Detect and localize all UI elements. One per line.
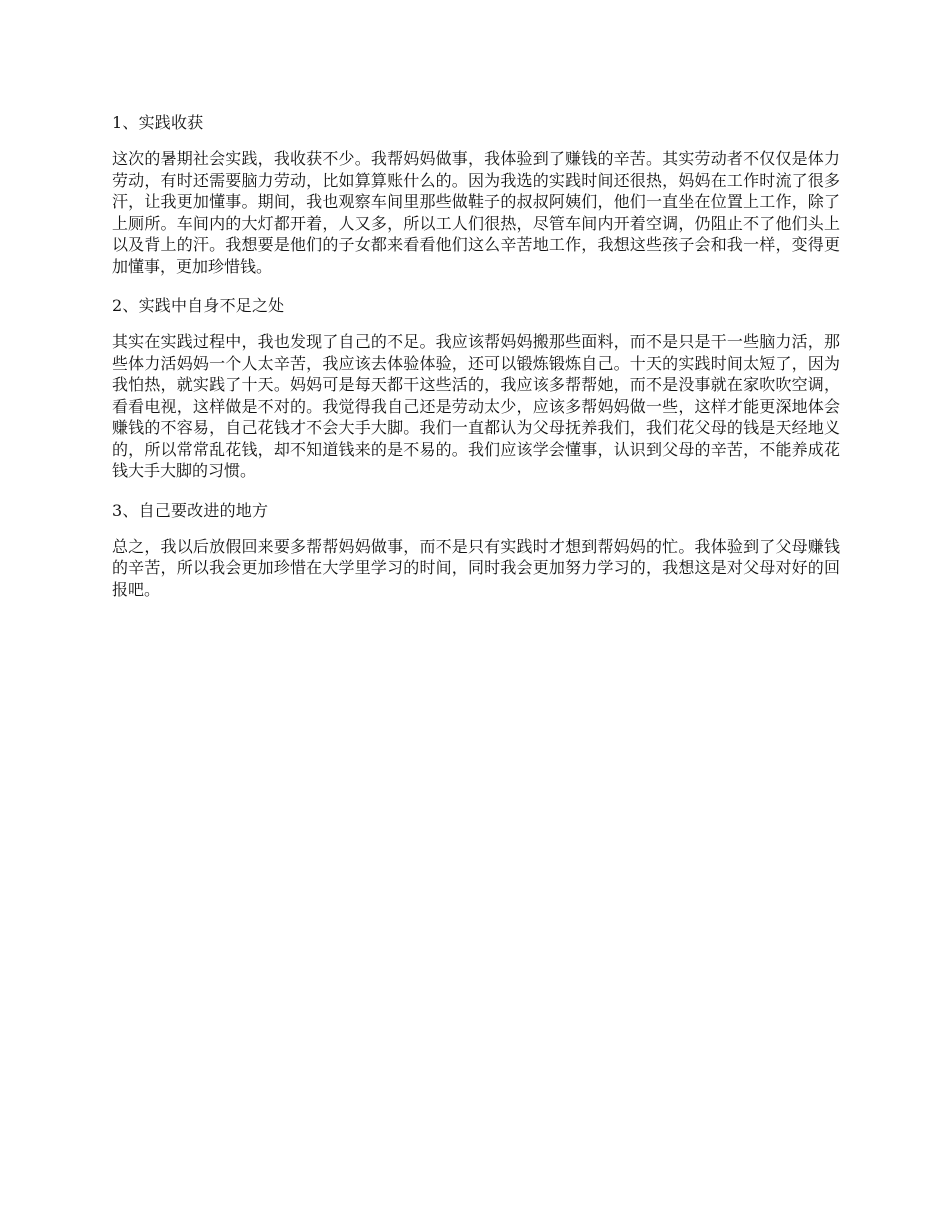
section-paragraph-1: 这次的暑期社会实践，我收获不少。我帮妈妈做事，我体验到了赚钱的辛苦。其实劳动者不仅仅是体力劳动，有时还需要脑力劳动，比如算算账什么的。因为我选的实践时间还很热，妈妈在工作时流了很多汗，让我更加懂事。期间，我也观察车间里那些做鞋子的叔叔阿姨们，他们一直坐在位置上工作，除了上厕所。车间内的大灯都开着，人又多，所以工人们很热，尽管车间内开着空调，仍阻止不了他们头上以及背上的汗。我想要是他们的子女都来看看他们这么辛苦地工作，我想这些孩子会和我一样，变得更加懂事，更加珍惜钱。 bbox=[112, 149, 840, 276]
section-heading-3: 3、自己要改进的地方 bbox=[112, 500, 269, 520]
section-3 bbox=[112, 500, 840, 601]
section-heading-2: 2、实践中自身不足之处 bbox=[112, 296, 285, 315]
section-1 bbox=[112, 112, 840, 277]
section-2 bbox=[112, 295, 840, 482]
section-heading-1: 1、实践收获 bbox=[112, 113, 204, 132]
section-paragraph-3: 总之，我以后放假回来要多帮帮妈妈做事，而不是只有实践时才想到帮妈妈的忙。我体验到了父母赚钱的辛苦，所以我会更加珍惜在大学里学习的时间，同时我会更加努力学习的，我想这是对父母对好的回报吧。 bbox=[112, 536, 840, 599]
section-paragraph-2: 其实在实践过程中，我也发现了自己的不足。我应该帮妈妈搬那些面料，而不是只是干一些脑力活，那些体力活妈妈一个人太辛苦，我应该去体验体验，还可以锻炼锻炼自己。十天的实践时间太短了，因为我怕热，就实践了十天。妈妈可是每天都干这些活的，我应该多帮帮她，而不是没事就在家吹吹空调，看看电视，这样做是不对的。我觉得我自己还是劳动太少，应该多帮妈妈做一些，这样才能更深地体会赚钱的不容易，自己花钱才不会大手大脚。我们一直都认为父母抚养我们，我们花父母的钱是天经地义的，所以常常乱花钱，却不知道钱来的是不易的。我们应该学会懂事，认识到父母的辛苦，不能养成花钱大手大脚的习惯。 bbox=[112, 332, 840, 480]
document-page bbox=[112, 112, 840, 618]
